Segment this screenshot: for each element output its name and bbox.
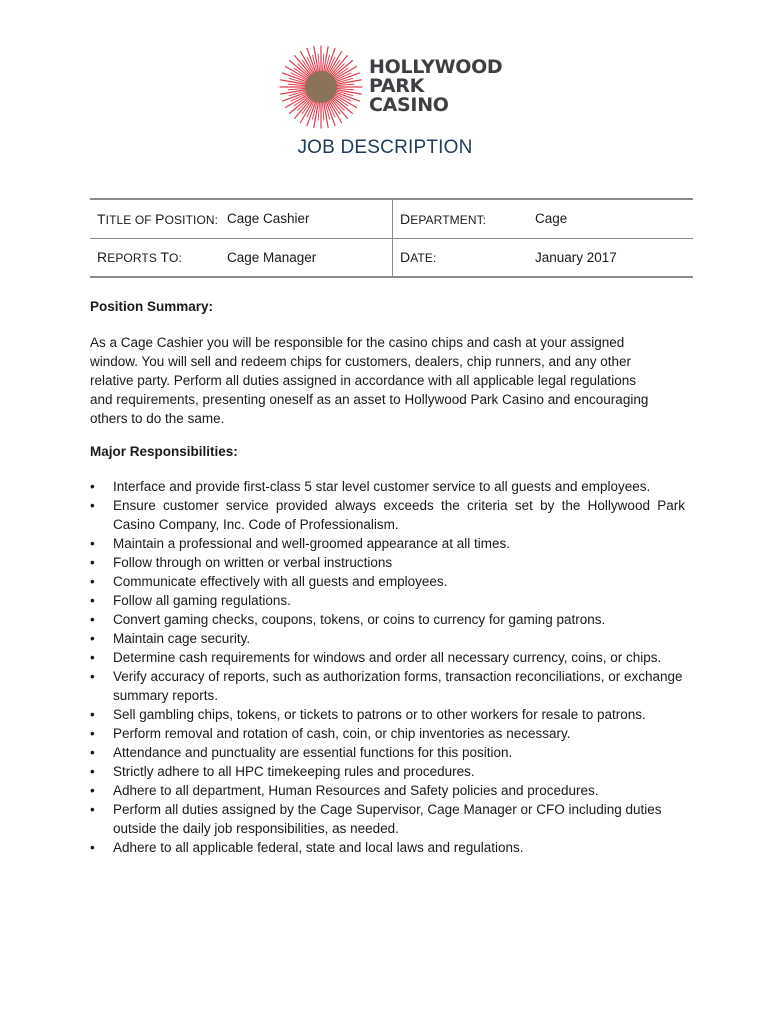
reports-to-label <box>90 238 220 277</box>
logo-line-3: CASINO <box>369 94 449 116</box>
department-label <box>393 199 529 238</box>
list-item-text: Strictly adhere to all HPC timekeeping rules and procedures. <box>113 764 475 779</box>
list-item <box>90 762 685 781</box>
list-item <box>90 743 685 762</box>
bullet-icon: • <box>90 764 95 779</box>
casino-logo <box>278 44 508 130</box>
date-label <box>393 238 529 277</box>
info-row-title <box>90 199 693 238</box>
list-item-text: Maintain cage security. <box>113 631 251 646</box>
list-item <box>90 496 685 534</box>
bullet-icon: • <box>90 498 95 513</box>
list-item <box>90 800 685 838</box>
title-of-position-label <box>90 199 220 238</box>
bullet-icon: • <box>90 555 95 570</box>
summary-line: relative party. Perform all duties assigned in accordance with all applicable legal regulations <box>90 373 637 388</box>
list-item-text: Maintain a professional and well-groomed appearance at all times. <box>113 536 510 551</box>
list-item <box>90 705 685 724</box>
list-item-text: Communicate effectively with all guests and employees. <box>113 574 448 589</box>
bullet-icon: • <box>90 783 95 798</box>
reports-to-label-text: REPORTS TO: <box>97 249 182 266</box>
bullet-icon: • <box>90 726 95 741</box>
list-item-text: Sell gambling chips, tokens, or tickets to patrons or to other workers for resale to patrons. <box>113 707 646 722</box>
page-title: JOB DESCRIPTION <box>297 137 473 158</box>
title-of-position-value: Cage Cashier <box>220 199 393 238</box>
list-item <box>90 477 685 496</box>
list-item <box>90 629 685 648</box>
info-row-reports <box>90 238 693 277</box>
summary-line: and requirements, presenting oneself as an asset to Hollywood Park Casino and encouraging <box>90 392 649 407</box>
department-label-text: DEPARTMENT: <box>400 210 487 227</box>
position-summary-heading: Position Summary: <box>90 299 214 314</box>
logo-line-2: PARK <box>369 75 425 97</box>
bullet-icon: • <box>90 574 95 589</box>
list-item-text: Adhere to all applicable federal, state and local laws and regulations. <box>113 840 524 855</box>
list-item-text: Verify accuracy of reports, such as authorization forms, transaction reconciliations, or exchange summary reports. <box>113 669 683 703</box>
department-value: Cage <box>528 199 693 238</box>
list-item <box>90 724 685 743</box>
list-item <box>90 553 685 572</box>
list-item-text: Convert gaming checks, coupons, tokens, or coins to currency for gaming patrons. <box>113 612 606 627</box>
list-item <box>90 610 685 629</box>
list-item <box>90 781 685 800</box>
list-item <box>90 534 685 553</box>
list-item <box>90 667 685 705</box>
bullet-icon: • <box>90 612 95 627</box>
major-responsibilities-heading: Major Responsibilities: <box>90 444 238 459</box>
bullet-icon: • <box>90 479 95 494</box>
summary-line: window. You will sell and redeem chips for customers, dealers, chip runners, and any other <box>90 354 632 369</box>
position-info-table <box>90 198 693 278</box>
bullet-icon: • <box>90 631 95 646</box>
list-item-text: Adhere to all department, Human Resources and Safety policies and procedures. <box>113 783 599 798</box>
list-item-text: Perform removal and rotation of cash, coin, or chip inventories as necessary. <box>113 726 571 741</box>
logo-line-1: HOLLYWOOD <box>369 56 503 78</box>
bullet-icon: • <box>90 840 95 855</box>
title-of-position-label-text: TITLE OF POSITION: <box>97 210 219 227</box>
bullet-icon: • <box>90 707 95 722</box>
list-item-text: Follow all gaming regulations. <box>113 593 291 608</box>
bullet-icon: • <box>90 745 95 760</box>
logo-wordmark <box>369 58 502 115</box>
summary-line: others to do the same. <box>90 411 225 426</box>
bullet-icon: • <box>90 669 95 684</box>
date-value: January 2017 <box>528 238 693 277</box>
date-label-text: DATE: <box>400 249 437 266</box>
list-item-text: Interface and provide first-class 5 star level customer service to all guests and employees. <box>113 479 651 494</box>
list-item <box>90 572 685 591</box>
list-item <box>90 591 685 610</box>
starburst-logo-icon <box>278 44 364 130</box>
list-item-text: Follow through on written or verbal instructions <box>113 555 393 570</box>
bullet-icon: • <box>90 593 95 608</box>
bullet-icon: • <box>90 536 95 551</box>
list-item <box>90 648 685 667</box>
list-item-text: Determine cash requirements for windows and order all necessary currency, coins, or chips. <box>113 650 662 665</box>
list-item-text: Perform all duties assigned by the Cage Supervisor, Cage Manager or CFO including duties outside the daily job responsibilities, as needed. <box>113 802 662 836</box>
summary-line: As a Cage Cashier you will be responsible for the casino chips and cash at your assigned <box>90 335 625 350</box>
position-summary-text <box>90 333 690 428</box>
responsibilities-list <box>90 477 685 857</box>
list-item-text: Ensure customer service provided always exceeds the criteria set by the Hollywood Park Casino Company, Inc. Code of Professionalism. <box>113 498 685 532</box>
reports-to-value: Cage Manager <box>220 238 393 277</box>
bullet-icon: • <box>90 650 95 665</box>
list-item-text: Attendance and punctuality are essential functions for this position. <box>113 745 513 760</box>
logo-center <box>305 71 337 103</box>
list-item <box>90 838 685 857</box>
bullet-icon: • <box>90 802 95 817</box>
